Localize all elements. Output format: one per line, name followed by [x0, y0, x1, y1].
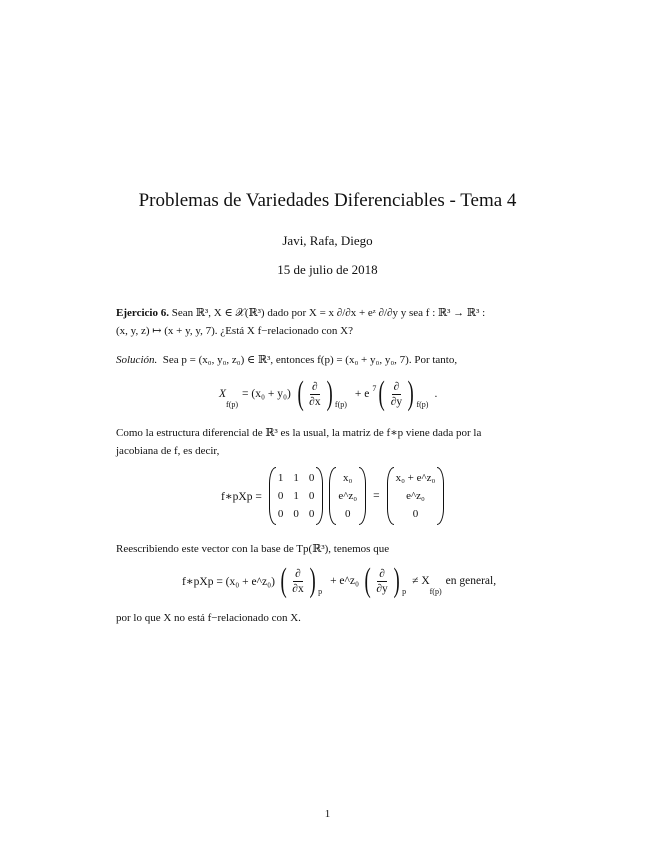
paragraph-basis: Reescribiendo este vector con la base de Tp(ℝ³), tenemos que [116, 543, 390, 555]
close-paren-icon: ) [393, 562, 400, 599]
matrix-cell: 1 [277, 472, 284, 484]
paragraph-jacobian [116, 424, 533, 460]
eq1-sub-1: f(p) [334, 400, 347, 409]
bracket-left-icon [269, 467, 276, 525]
matrix-cell: 0 [308, 508, 315, 520]
eq3-sub-2: p [402, 587, 407, 596]
vector-cell: 0 [412, 508, 419, 520]
close-paren-icon: ) [407, 375, 414, 412]
matrix-cell: 1 [293, 472, 299, 484]
solution-label: Solución. [116, 354, 158, 366]
frac-num: ∂ [312, 380, 318, 393]
matrix-cell: 0 [308, 490, 315, 502]
eq1-lhs: X [219, 388, 227, 400]
paragraph-conclusion: por lo que X no está f−relacionado con X. [116, 612, 301, 624]
eq1-coef: = (x₀ + y₀) [242, 388, 291, 400]
frac-den: ∂y [390, 395, 403, 408]
bracket-left-icon [329, 467, 336, 525]
matrix-cell: 0 [308, 472, 315, 484]
bracket-right-icon [316, 467, 323, 525]
eq1-partial-x [307, 380, 322, 409]
open-paren-icon: ( [280, 562, 287, 599]
frac-den: ∂y [376, 582, 388, 595]
matrix-cell: 0 [277, 508, 284, 520]
frac-den: ∂x [309, 395, 321, 408]
bracket-right-icon [437, 467, 444, 525]
open-paren-icon: ( [378, 375, 386, 412]
exercise-statement [116, 304, 533, 340]
frac-num: ∂ [379, 567, 385, 580]
jacobian-matrix [269, 467, 324, 525]
para2-line-2: jacobiana de f, es decir, [116, 445, 220, 457]
eq3-partial-x [290, 567, 305, 596]
equation-3 [182, 564, 496, 598]
eq1-sub-2: f(p) [416, 400, 429, 409]
matrix-cell: 1 [293, 490, 299, 502]
page-number: 1 [324, 808, 331, 820]
exercise-label: Ejercicio 6. [116, 307, 169, 319]
eq3-partial-y [374, 567, 389, 596]
close-paren-icon: ) [309, 562, 316, 599]
para2-line-1: Como la estructura diferencial de ℝ³ es la usual, la matriz de f∗p viene dada por la [116, 427, 482, 439]
eq3-lhs: f∗pXp = (x₀ + e^z₀) [182, 576, 275, 588]
frac-den: ∂x [292, 582, 304, 595]
eq2-equals: = [373, 490, 380, 502]
bracket-left-icon [387, 467, 394, 525]
solution-text: Sea p = (x₀, y₀, z₀) ∈ ℝ³, entonces f(p) = (x₀ + y₀, y₀, 7). Por tanto, [162, 354, 458, 366]
eq3-plus: + e^z₀ [330, 575, 360, 587]
authors: Javi, Rafa, Diego [282, 233, 373, 248]
matrix-cell: 0 [293, 508, 299, 520]
date: 15 de julio de 2018 [277, 262, 378, 277]
vector-cell: e^z₀ [406, 490, 425, 502]
open-paren-icon: ( [364, 562, 371, 599]
equation-1: X f(p) = (x₀ + y₀) ( $\frac{\partial}{\partial x}$ ) f(p) + e 7 ( $\frac{\partial}{\partial y}$ ) f(p) . [219, 375, 438, 412]
frac-num: ∂ [295, 567, 301, 580]
vector-cell: 0 [344, 508, 351, 520]
eq1-end: . [434, 388, 438, 400]
open-paren-icon: ( [297, 375, 304, 412]
eq3-neq: ≠ X [412, 575, 430, 587]
vector-cell: x₀ [343, 472, 353, 484]
eq1-lhs-sub: f(p) [226, 400, 239, 409]
exercise-line-1: Sean ℝ³, X ∈ 𝒳(ℝ³) dado por X = x ∂/∂x + eᶻ ∂/∂y y sea f : ℝ³ → ℝ³ : [171, 307, 486, 319]
frac-num: ∂ [393, 380, 400, 393]
vector-result [387, 467, 445, 525]
vector-cell: x₀ + e^z₀ [395, 472, 436, 484]
exercise-line-2: (x, y, z) ↦ (x + y, y, 7). ¿Está X f−relacionado con X? [116, 325, 353, 337]
eq3-tail: en general, [445, 575, 497, 587]
vector-cell: e^z₀ [338, 490, 358, 502]
vector-x [329, 467, 366, 525]
equation-2-matrix [221, 467, 447, 525]
eq3-sub-1: p [318, 587, 323, 596]
eq1-plus: + e [354, 388, 370, 400]
close-paren-icon: ) [326, 375, 333, 412]
page-title: Problemas de Variedades Diferenciables - Tema 4 [138, 190, 517, 211]
solution-intro [116, 351, 533, 369]
bracket-right-icon [359, 467, 366, 525]
matrix-cell: 0 [277, 490, 284, 502]
eq3-neq-sub: f(p) [429, 587, 442, 596]
eq1-partial-y [389, 380, 404, 409]
eq2-lhs: f∗pXp = [221, 491, 262, 503]
